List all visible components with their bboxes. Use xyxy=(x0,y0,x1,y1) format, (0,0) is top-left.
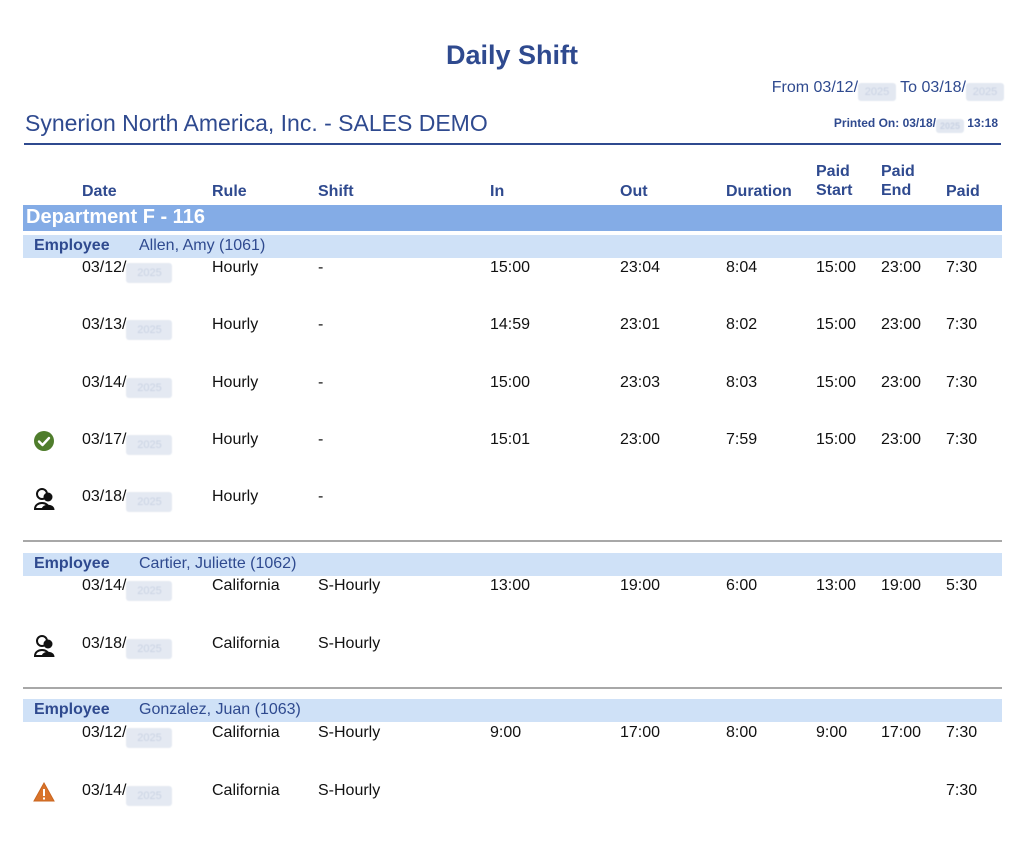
range-to: To 03/18/ xyxy=(900,79,966,96)
shift-date-year: 2025 xyxy=(126,728,172,748)
shift-out: 17:00 xyxy=(620,724,661,741)
shift-duration: 7:59 xyxy=(726,431,758,448)
shift-shift: - xyxy=(318,431,324,448)
shift-date-year: 2025 xyxy=(126,639,172,659)
range-to-year: 2025 xyxy=(966,83,1004,101)
col-in: In xyxy=(490,183,505,200)
shift-in: 13:00 xyxy=(490,577,531,594)
shift-date-year: 2025 xyxy=(126,263,172,283)
employee-label: Employee xyxy=(34,701,110,718)
shift-date xyxy=(82,259,172,283)
shift-rule: Hourly xyxy=(212,431,259,448)
printed-label: Printed On: 03/18/ xyxy=(833,116,936,130)
col-paid-end xyxy=(881,162,915,200)
shift-date-year: 2025 xyxy=(126,378,172,398)
approved-check-icon xyxy=(33,430,55,452)
shift-shift: - xyxy=(318,488,324,505)
section-divider xyxy=(23,687,1002,689)
shift-date xyxy=(82,724,172,748)
col-paid-end-line1: Paid xyxy=(881,163,915,180)
shift-date-day: 03/13/ xyxy=(82,316,127,333)
shift-date-day: 03/17/ xyxy=(82,431,127,448)
shift-shift: - xyxy=(318,374,324,391)
shift-in: 9:00 xyxy=(490,724,522,741)
shift-duration: 8:03 xyxy=(726,374,758,391)
shift-date xyxy=(82,431,172,455)
shift-date xyxy=(82,782,172,806)
shift-date xyxy=(82,635,172,659)
shift-date-day: 03/14/ xyxy=(82,374,127,391)
date-range xyxy=(772,79,1004,101)
shift-date xyxy=(82,316,172,340)
shift-paid-end: 17:00 xyxy=(881,724,922,741)
shift-duration: 8:04 xyxy=(726,259,758,276)
shift-out: 23:03 xyxy=(620,374,661,391)
printed-on xyxy=(834,116,998,133)
shift-paid-end: 19:00 xyxy=(881,577,922,594)
shift-shift: S-Hourly xyxy=(318,635,381,652)
shift-date-day: 03/18/ xyxy=(82,635,127,652)
shift-paid-start: 15:00 xyxy=(816,374,857,391)
employee-name: Gonzalez, Juan (1063) xyxy=(139,701,301,718)
shift-rule: Hourly xyxy=(212,374,259,391)
employee-name: Cartier, Juliette (1062) xyxy=(139,555,297,572)
range-from: From 03/12/ xyxy=(771,79,859,96)
shift-duration: 8:02 xyxy=(726,316,758,333)
shift-shift: - xyxy=(318,259,324,276)
shift-paid-start: 13:00 xyxy=(816,577,857,594)
range-from-year: 2025 xyxy=(858,83,896,101)
shift-date xyxy=(82,577,172,601)
shift-out: 23:01 xyxy=(620,316,661,333)
col-paid: Paid xyxy=(946,183,980,200)
shift-date-day: 03/18/ xyxy=(82,488,127,505)
shift-in: 15:00 xyxy=(490,374,531,391)
col-date: Date xyxy=(82,183,117,200)
shift-out: 19:00 xyxy=(620,577,661,594)
users-icon xyxy=(33,487,55,509)
shift-paid-start: 15:00 xyxy=(816,316,857,333)
shift-paid-start: 15:00 xyxy=(816,431,857,448)
col-rule: Rule xyxy=(212,183,247,200)
shift-rule: Hourly xyxy=(212,488,259,505)
shift-paid: 5:30 xyxy=(946,577,978,594)
shift-paid: 7:30 xyxy=(946,259,978,276)
shift-date-year: 2025 xyxy=(126,320,172,340)
printed-time: 13:18 xyxy=(967,116,998,130)
col-paid-start-line2: Start xyxy=(816,182,853,199)
col-paid-start xyxy=(816,162,852,200)
shift-date-day: 03/12/ xyxy=(82,724,127,741)
shift-in: 15:00 xyxy=(490,259,531,276)
shift-date-year: 2025 xyxy=(126,786,172,806)
shift-paid-end: 23:00 xyxy=(881,431,922,448)
department-name: Department F - 116 xyxy=(26,206,205,228)
shift-date xyxy=(82,488,172,512)
report-title: Daily Shift xyxy=(445,40,579,70)
shift-shift: - xyxy=(318,316,324,333)
shift-rule: Hourly xyxy=(212,259,259,276)
section-divider xyxy=(23,540,1002,542)
employee-header xyxy=(23,553,1002,576)
shift-rule: California xyxy=(212,635,280,652)
col-paid-end-line2: End xyxy=(881,182,912,199)
col-duration: Duration xyxy=(726,183,792,200)
employee-label: Employee xyxy=(34,237,110,254)
company-name: Synerion North America, Inc. - SALES DEMO xyxy=(25,110,488,136)
col-out: Out xyxy=(620,183,648,200)
shift-date-year: 2025 xyxy=(126,435,172,455)
employee-header xyxy=(23,235,1002,258)
shift-paid-start: 9:00 xyxy=(816,724,848,741)
shift-shift: S-Hourly xyxy=(318,782,381,799)
shift-rule: Hourly xyxy=(212,316,259,333)
shift-date-day: 03/14/ xyxy=(82,577,127,594)
shift-out: 23:00 xyxy=(620,431,661,448)
users-icon xyxy=(33,634,55,656)
shift-paid: 7:30 xyxy=(946,782,978,799)
shift-paid: 7:30 xyxy=(946,724,978,741)
employee-name: Allen, Amy (1061) xyxy=(139,237,266,254)
shift-paid-end: 23:00 xyxy=(881,374,922,391)
shift-date-year: 2025 xyxy=(126,581,172,601)
shift-paid-end: 23:00 xyxy=(881,316,922,333)
shift-rule: California xyxy=(212,782,280,799)
shift-date xyxy=(82,374,172,398)
shift-rule: California xyxy=(212,724,280,741)
shift-date-year: 2025 xyxy=(126,492,172,512)
col-paid-start-line1: Paid xyxy=(816,163,850,180)
shift-rule: California xyxy=(212,577,280,594)
shift-out: 23:04 xyxy=(620,259,661,276)
header-divider xyxy=(24,143,1001,145)
shift-shift: S-Hourly xyxy=(318,724,381,741)
department-header xyxy=(23,205,1002,231)
shift-paid: 7:30 xyxy=(946,374,978,391)
shift-paid-start: 15:00 xyxy=(816,259,857,276)
shift-shift: S-Hourly xyxy=(318,577,381,594)
shift-duration: 8:00 xyxy=(726,724,758,741)
shift-in: 14:59 xyxy=(490,316,531,333)
shift-in: 15:01 xyxy=(490,431,531,448)
shift-paid: 7:30 xyxy=(946,431,978,448)
printed-year: 2025 xyxy=(936,119,964,133)
employee-label: Employee xyxy=(34,555,110,572)
shift-paid: 7:30 xyxy=(946,316,978,333)
shift-paid-end: 23:00 xyxy=(881,259,922,276)
shift-duration: 6:00 xyxy=(726,577,758,594)
col-shift: Shift xyxy=(318,183,354,200)
warning-icon xyxy=(33,781,55,803)
shift-date-day: 03/12/ xyxy=(82,259,127,276)
employee-header xyxy=(23,699,1002,722)
shift-date-day: 03/14/ xyxy=(82,782,127,799)
